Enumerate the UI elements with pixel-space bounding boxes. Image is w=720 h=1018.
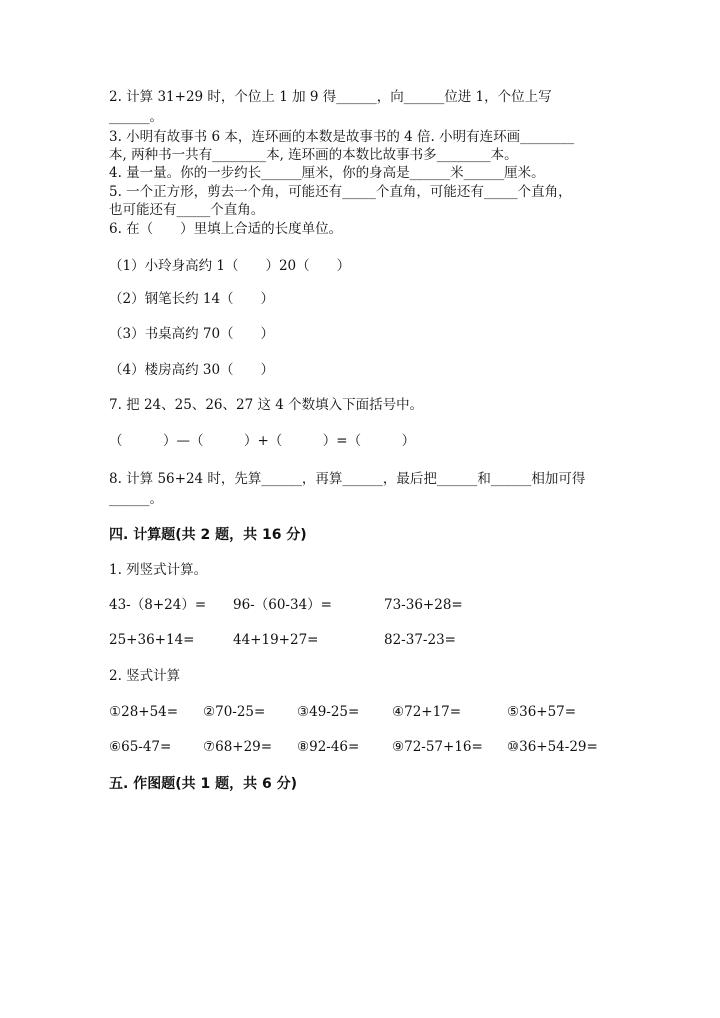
calc-item: 82-37-23= bbox=[384, 632, 456, 648]
calc-item: 44+19+27= bbox=[233, 632, 319, 648]
q2-line2: ______。 bbox=[109, 109, 163, 125]
calc-item: 73-36+28= bbox=[384, 597, 463, 613]
q5-line2: 也可能还有_____个直角。 bbox=[109, 202, 265, 218]
q6-title: 6. 在（ ）里填上合适的长度单位。 bbox=[109, 221, 343, 237]
calc-item: ⑤36+57= bbox=[507, 704, 577, 720]
calc-item: ⑨72-57+16= bbox=[392, 739, 483, 755]
calc-item: ⑧92-46= bbox=[297, 739, 360, 755]
calc-item: ④72+17= bbox=[392, 704, 462, 720]
q6-item: （3）书桌高约 70（ ） bbox=[109, 326, 275, 342]
calc-item: ⑦68+29= bbox=[203, 739, 273, 755]
calc-item: 25+36+14= bbox=[109, 632, 195, 648]
calc-item: 96-（60-34）= bbox=[233, 597, 332, 613]
section-4-heading: 四. 计算题(共 2 题，共 16 分) bbox=[109, 527, 307, 543]
section-5-heading: 五. 作图题(共 1 题，共 6 分) bbox=[109, 776, 297, 792]
q7-expression: （ ）—（ ）+（ ）=（ ） bbox=[109, 433, 416, 449]
calc-item: 43-（8+24）= bbox=[109, 597, 207, 613]
q4-line1: 4. 量一量。你的一步约长______厘米，你的身高是______米______厘米。 bbox=[109, 165, 545, 181]
calc-item: ②70-25= bbox=[203, 704, 266, 720]
q6-item: （2）钢笔长约 14（ ） bbox=[109, 291, 275, 307]
q8-line2: ______。 bbox=[109, 491, 163, 507]
q8-line1: 8. 计算 56+24 时，先算______，再算______，最后把______和______相加可得 bbox=[109, 471, 586, 487]
q7-title: 7. 把 24、25、26、27 这 4 个数填入下面括号中。 bbox=[109, 397, 424, 413]
q2-line1: 2. 计算 31+29 时，个位上 1 加 9 得______，向______位进 1，个位上写 bbox=[109, 89, 552, 105]
q5-line1: 5. 一个正方形，剪去一个角，可能还有_____个直角，可能还有_____个直角， bbox=[109, 184, 572, 200]
q6-item: （1）小玲身高约 1（ ）20（ ） bbox=[109, 258, 351, 274]
q3-line2: 本, 两种书一共有________本, 连环画的本数比故事书多________本。 bbox=[109, 147, 518, 163]
calc-item: ⑥65-47= bbox=[109, 739, 172, 755]
q3-line1: 3. 小明有故事书 6 本，连环画的本数是故事书的 4 倍. 小明有连环画________ bbox=[109, 129, 575, 145]
section-4-sub1-title: 1. 列竖式计算。 bbox=[109, 562, 208, 578]
calc-item: ⑩36+54-29= bbox=[507, 739, 598, 755]
calc-item: ①28+54= bbox=[109, 704, 179, 720]
q6-item: （4）楼房高约 30（ ） bbox=[109, 362, 275, 378]
calc-item: ③49-25= bbox=[297, 704, 360, 720]
section-4-sub2-title: 2. 竖式计算 bbox=[109, 668, 181, 684]
